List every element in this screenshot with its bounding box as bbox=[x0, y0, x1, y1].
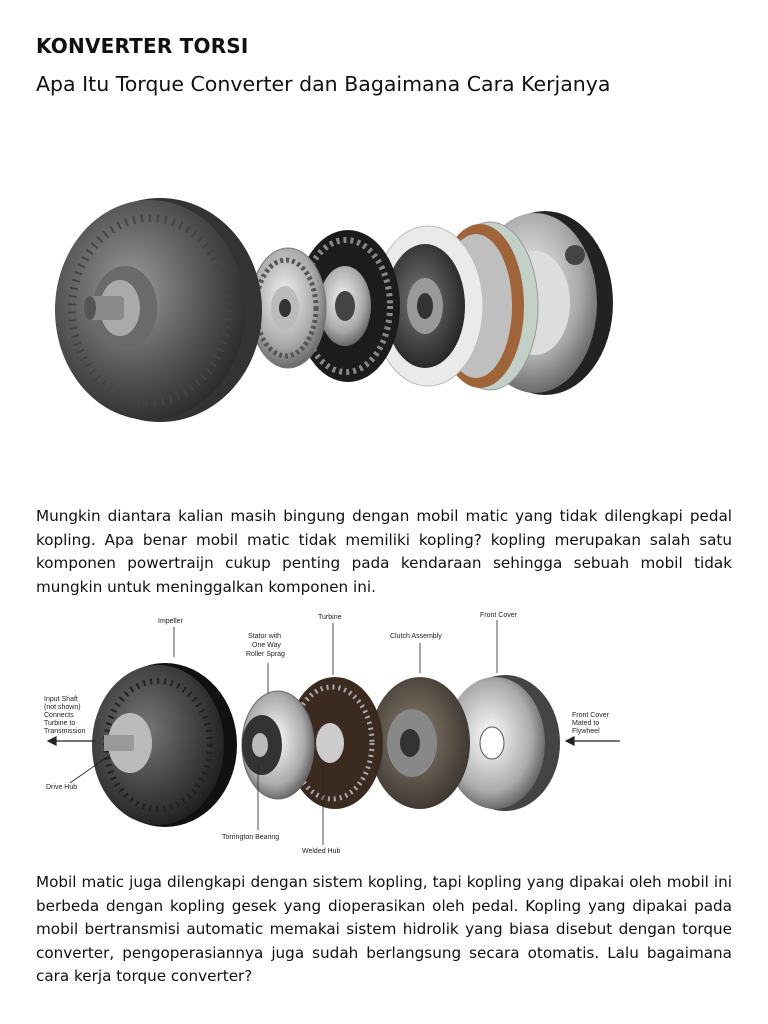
clutch-assembly-diagram-part bbox=[370, 677, 470, 809]
label-stator-1: Stator with bbox=[248, 633, 282, 640]
label-front-cover: Front Cover bbox=[480, 612, 517, 619]
input-arrow bbox=[48, 737, 95, 745]
flywheel-arrow bbox=[566, 737, 620, 745]
torque-converter-exploded-photo bbox=[0, 110, 768, 500]
label-input-3: Connects bbox=[44, 712, 74, 719]
label-input-2: (not shown) bbox=[44, 704, 81, 711]
label-drive-hub: Drive Hub bbox=[46, 784, 78, 791]
label-mated-1: Front Cover bbox=[572, 712, 609, 719]
body-paragraph: Mobil matic juga dilengkapi dengan sistem kopling, tapi kopling yang dipakai oleh mobil ini berbeda dengan kopling gesek yang dioperasikan oleh pedal. Kopling yang dipakai pada mobil bertransmisi automatic memakai sistem hidrolik yang biasa disebut dengan torque converter, pengoperasiannya juga sudah berlangsung secara otomatis. Lalu bagaimana cara kerja torque converter? bbox=[36, 873, 732, 985]
torque-converter-labelled-diagram bbox=[0, 605, 768, 865]
stator-diagram-part bbox=[242, 691, 314, 799]
label-welded-hub: Welded Hub bbox=[302, 848, 341, 855]
label-input-1: Input Shaft bbox=[44, 696, 78, 703]
label-input-5: Transmission bbox=[44, 728, 86, 735]
label-stator-3: Roller Sprag bbox=[246, 651, 285, 658]
label-mated-3: Flywheel bbox=[572, 728, 600, 735]
impeller-shell-part bbox=[55, 198, 262, 422]
label-mated-2: Mated to bbox=[572, 720, 600, 727]
label-torrington-bearing: Torrington Bearing bbox=[222, 834, 280, 841]
label-impeller: Impeller bbox=[158, 618, 183, 625]
label-clutch-assembly: Clutch Assembly bbox=[390, 633, 442, 640]
impeller-diagram-part bbox=[92, 663, 237, 827]
label-turbine: Turbine bbox=[318, 614, 342, 621]
page-subtitle: Apa Itu Torque Converter dan Bagaimana Cara Kerjanya bbox=[36, 72, 611, 96]
page-title: KONVERTER TORSI bbox=[36, 34, 249, 58]
intro-paragraph: Mungkin diantara kalian masih bingung dengan mobil matic yang tidak dilengkapi pedal kopling. Apa benar mobil matic tidak memiliki kopling? kopling merupakan salah satu komponen powertraijn cukup penting pada kendaraan sehingga sebuah mobil tidak mungkin untuk meninggalkan komponen ini. bbox=[36, 507, 732, 596]
label-input-4: Turbine to bbox=[44, 720, 76, 727]
label-stator-2: One Way bbox=[252, 642, 281, 649]
